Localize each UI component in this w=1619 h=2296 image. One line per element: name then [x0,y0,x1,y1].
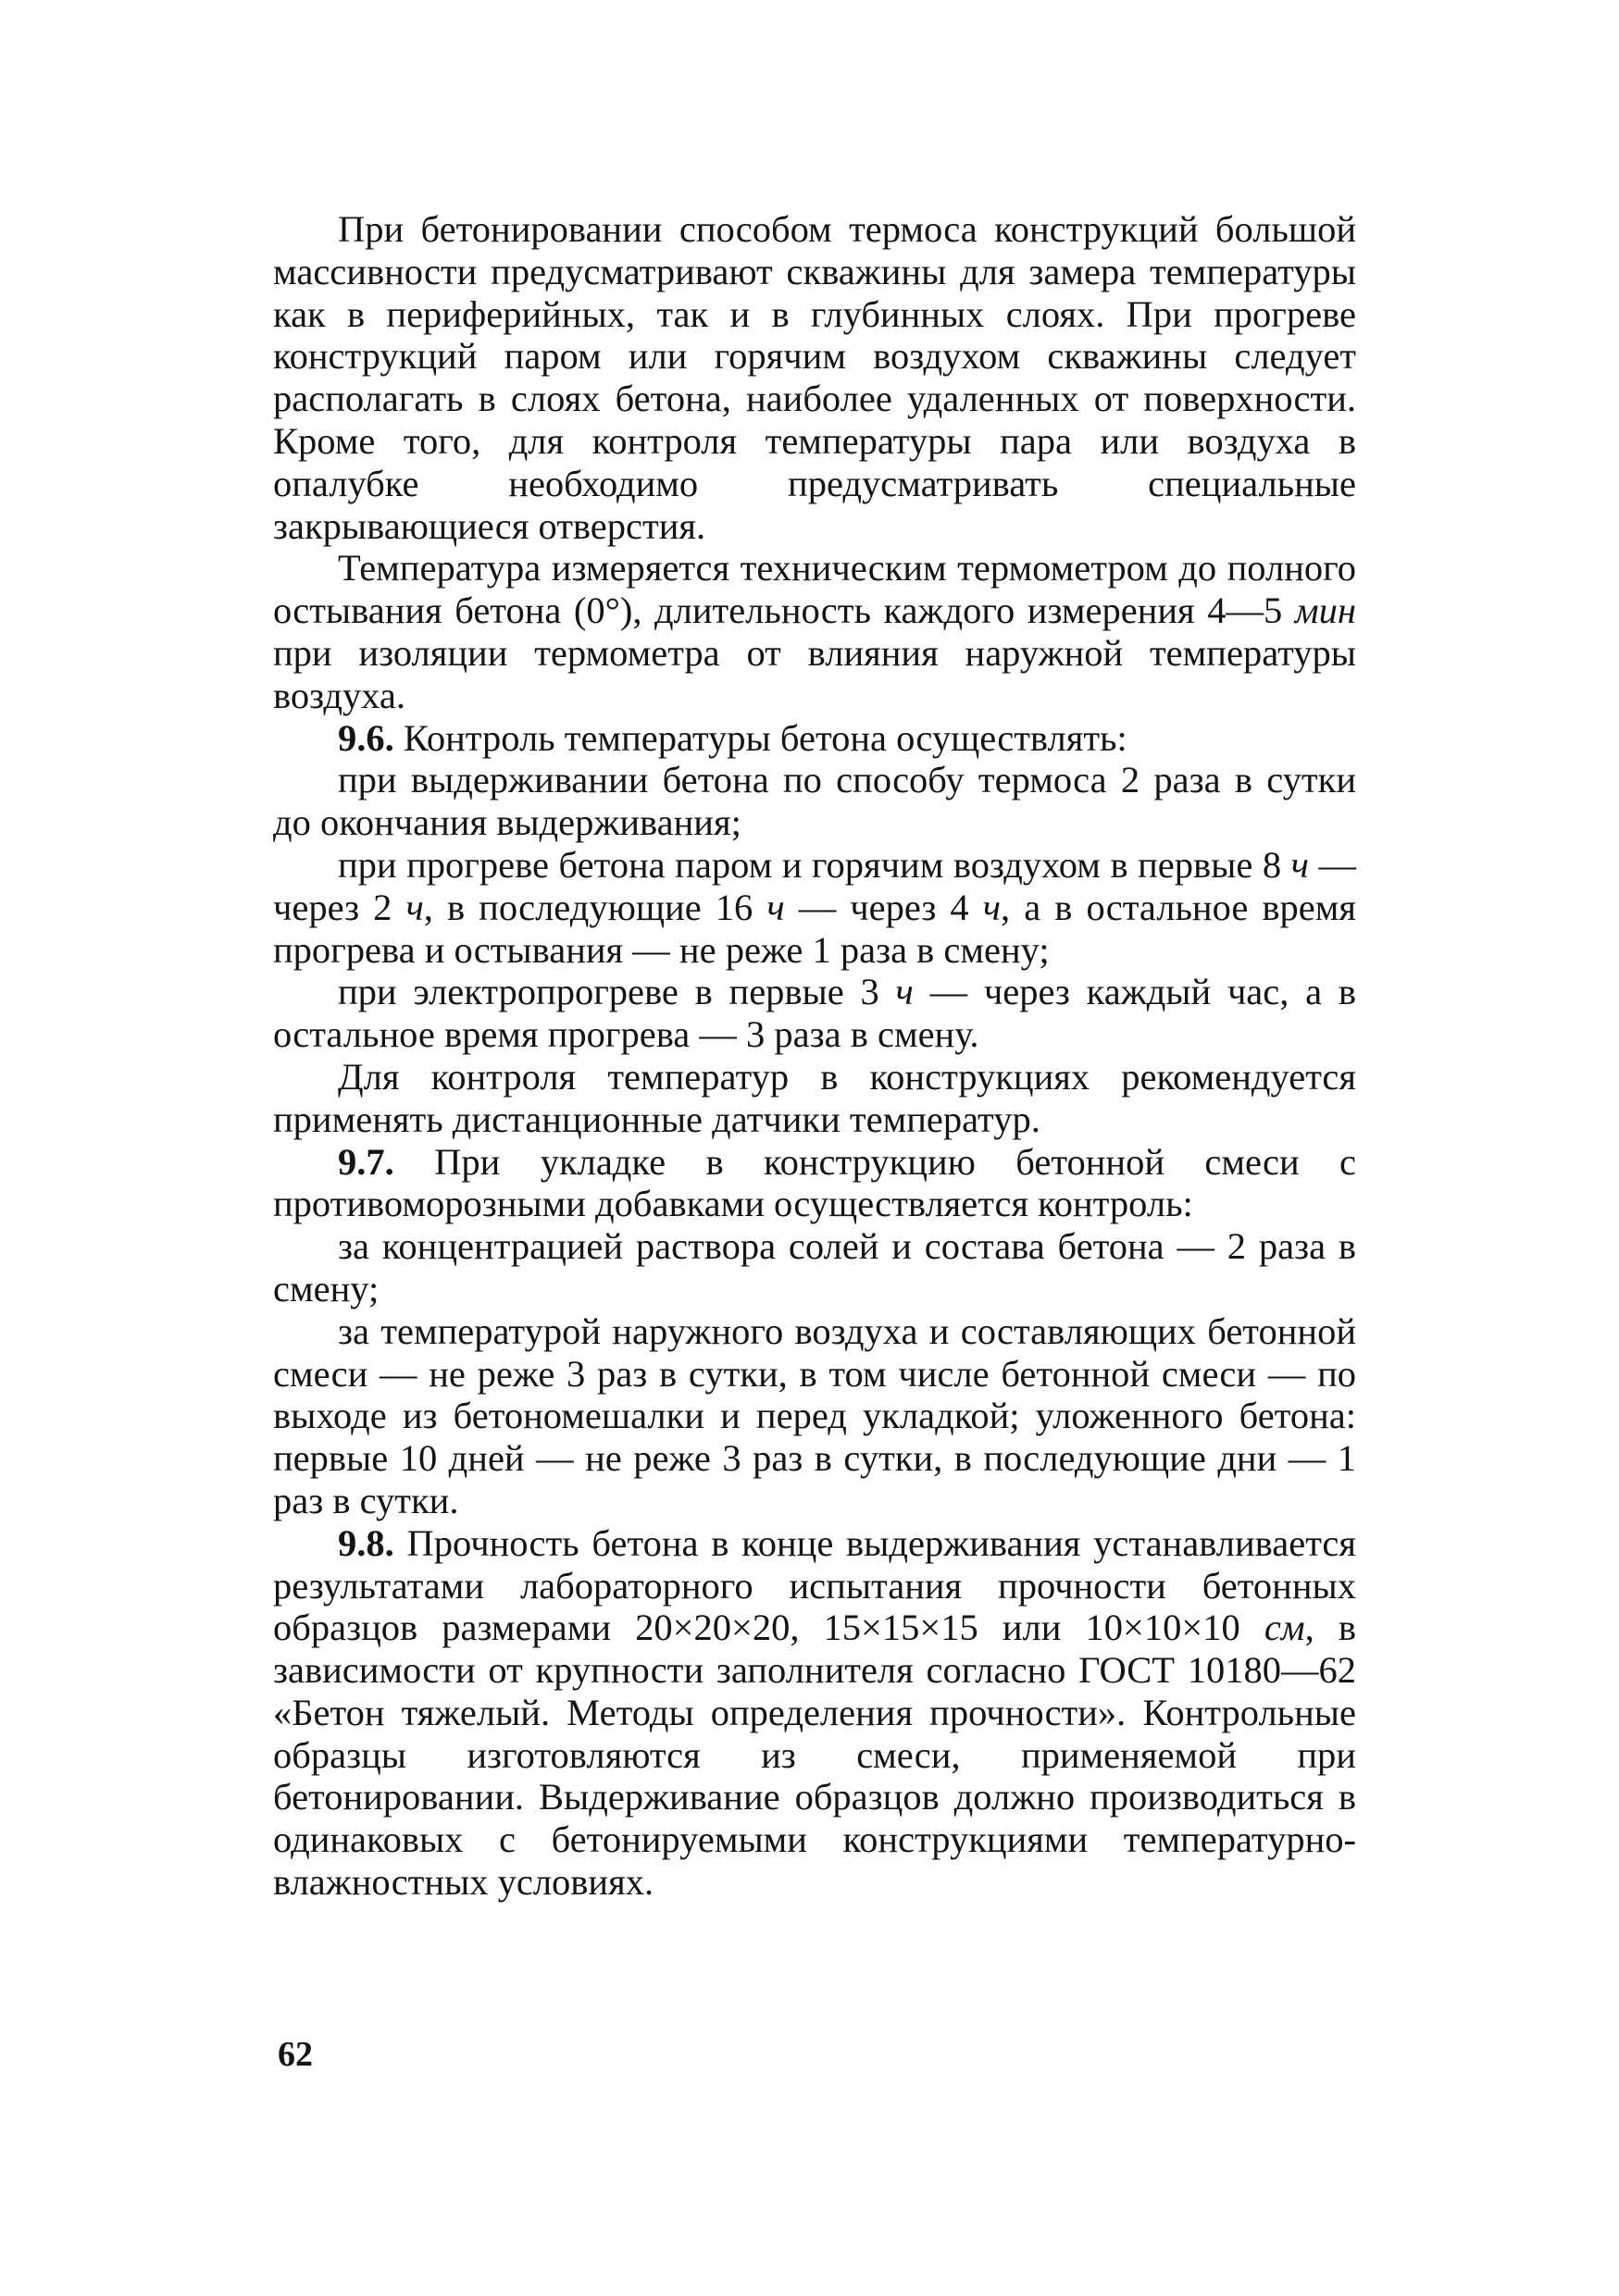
unit-abbreviation: ч [766,886,785,928]
clause-number: 9.8. [338,1521,394,1564]
paragraph-clause-9-7 [273,1141,1356,1226]
paragraph-text: Прочность бетона в конце выдерживания устанавливается результатами лабораторного испытания прочности бетонных образцов размерами 20×20×20, 15×15×15 или 10×10×10 см, в зависимости от крупности заполнителя согласно ГОСТ 10180—62 «Бетон тяжелый. Методы определения прочности». Контрольные образцы изготовляются из смеси, применяемой при бетонировании. Выдерживание образцов должно производиться в одинаковых с бетонируемыми конструкциями температурно-влажностных условиях. [273,1521,1357,1904]
page-number: 62 [278,2035,313,2074]
paragraph-text: При укладке в конструкцию бетонной смеси с противоморозными добавками осуществляется контроль: [273,1140,1356,1225]
paragraph-text: При бетонировании способом термоса конструкций большой массивности предусматривают скважины для замера температуры как в периферийных, так и в глубинных слоях. При прогреве конструкций паром или горячим воздухом скважины следует располагать в слоях бетона, наиболее удаленных от поверхности. Кроме того, для контроля температуры пара или воздуха в опалубке необходимо предусматривать специальные закрывающиеся отверстия. [273,208,1356,547]
paragraph-clause-9-6 [273,717,1356,760]
paragraph-electric-schedule [273,971,1356,1056]
paragraph-air-temperature [273,1310,1356,1522]
paragraph-thermos-schedule [273,759,1356,844]
paragraph-temperature-measurement [273,547,1356,716]
paragraph-remote-sensors [273,1056,1356,1141]
clause-number: 9.7. [338,1140,394,1183]
paragraph-salt-concentration [273,1225,1356,1310]
paragraph-text: при выдерживании бетона по способу термоса 2 раза в сутки до окончания выдерживания; [273,759,1356,844]
unit-abbreviation: ч [895,971,914,1013]
paragraph-text: Контроль температуры бетона осуществлять: [403,716,1127,759]
unit-abbreviation: ч [405,886,424,928]
body-text [273,208,1356,1904]
paragraph-clause-9-8 [273,1522,1356,1904]
paragraph-text: Для контроля температур в конструкциях рекомендуется применять дистанционные датчики температур. [273,1055,1356,1140]
unit-abbreviation: ч [1290,843,1309,886]
paragraph-text: за концентрацией раствора солей и состава бетона — 2 раза в смену; [273,1225,1356,1309]
paragraph-text: при прогреве бетона паром и горячим воздухом в первые 8 ч — через 2 ч, в последующие 16 ч — через 4 ч, а в остальное время прогрева и остывания — не реже 1 раза в смену; [273,843,1356,971]
clause-number: 9.6. [338,716,394,759]
unit-abbreviation: см [1264,1607,1305,1649]
paragraph-text: Температура измеряется техническим термометром до полного остывания бетона (0°), длительность каждого измерения 4—5 мин при изоляции термометра от влияния наружной температуры воздуха. [273,547,1356,716]
paragraph-text: при электропрогреве в первые 3 ч — через каждый час, а в остальное время прогрева — 3 раза в смену. [273,971,1356,1056]
paragraph-thermos-boreholes [273,208,1356,547]
paragraph-text: за температурой наружного воздуха и составляющих бетонной смеси — не реже 3 раз в сутки, в том числе бетонной смеси — по выходе из бетономешалки и перед укладкой; уложенного бетона: первые 10 дней — не реже 3 раз в сутки, в последующие дни — 1 раз в сутки. [273,1309,1356,1521]
paragraph-steam-schedule [273,844,1356,971]
unit-abbreviation: мин [1294,590,1356,632]
unit-abbreviation: ч [982,886,1002,928]
